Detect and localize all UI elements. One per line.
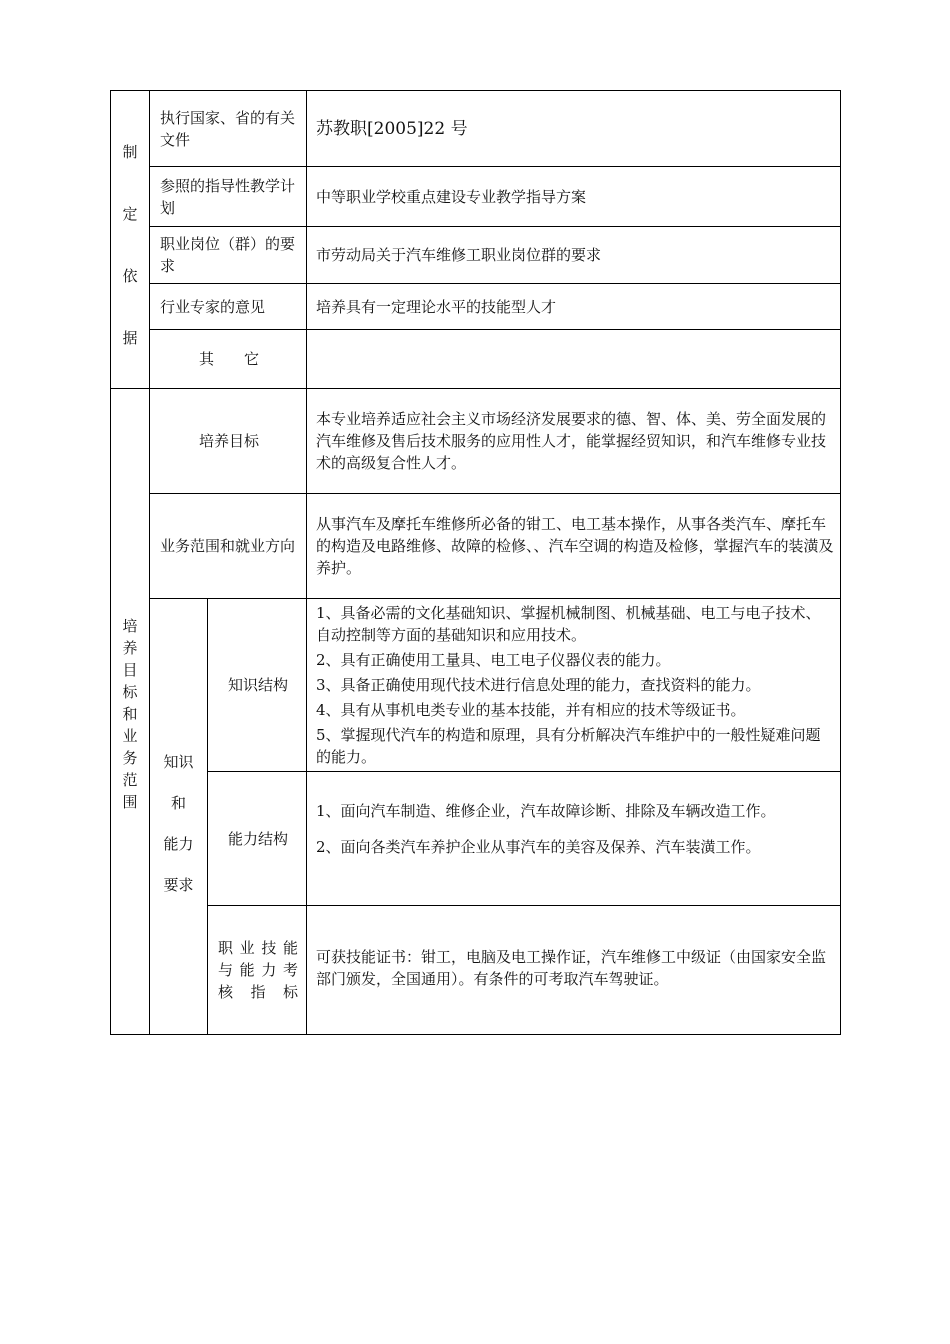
basis-side-label [111, 137, 149, 354]
basis-value-other [307, 330, 840, 388]
assessment-label-line: 与能力考 [218, 961, 298, 979]
requirements-label-line: 知识 [163, 753, 194, 771]
side-char: 目 [122, 661, 138, 679]
goals-value-scope: 从事汽车及摩托车维修所必备的钳工、电工基本操作，从事各类汽车、摩托车的构造及电路维修、故障的检修、、汽车空调的构造及检修，掌握汽车的装潢及养护。 [316, 515, 834, 577]
side-char: 据 [122, 329, 138, 347]
basis-label-job-requirements: 职业岗位（群）的要求 [160, 235, 296, 275]
side-char: 标 [122, 683, 138, 701]
basis-label-expert-opinion: 行业专家的意见 [160, 297, 266, 316]
side-char: 定 [122, 205, 138, 223]
ability-item: 2、面向各类汽车养护企业从事汽车的美容及保养、汽车装潢工作。 [316, 838, 761, 856]
knowledge-item: 5、掌握现代汽车的构造和原理，具有分析解决汽车维护中的一般性疑难问题的能力。 [316, 726, 821, 766]
basis-label-other: 其 它 [198, 350, 259, 368]
side-char: 范 [122, 771, 138, 789]
basis-value-documents: 苏教职[2005]22 号 [316, 118, 468, 139]
side-char: 业 [122, 727, 138, 745]
knowledge-item: 2、具有正确使用工量具、电工电子仪器仪表的能力。 [316, 651, 671, 669]
goals-side-label [111, 615, 149, 813]
side-char: 养 [122, 639, 138, 657]
ability-label: 能力结构 [227, 829, 288, 848]
requirements-label-line: 能力 [163, 835, 194, 853]
side-char: 务 [122, 749, 138, 767]
curriculum-table [110, 90, 841, 1035]
basis-value-expert-opinion: 培养具有一定理论水平的技能型人才 [316, 297, 557, 316]
knowledge-label: 知识结构 [227, 676, 288, 694]
basis-value-teaching-plan: 中等职业学校重点建设专业教学指导方案 [316, 187, 587, 206]
side-char: 依 [122, 267, 138, 285]
goals-label-scope: 业务范围和就业方向 [160, 537, 296, 555]
knowledge-item: 1、具备必需的文化基础知识、掌握机械制图、机械基础、电工与电子技术、自动控制等方面的基础知识和应用技术。 [316, 604, 821, 644]
requirements-label-line: 和 [170, 794, 186, 812]
assessment-value: 可获技能证书：钳工，电脑及电工操作证，汽车维修工中级证（由国家安全监部门颁发，全国通用）。有条件的可考取汽车驾驶证。 [316, 948, 827, 988]
knowledge-item: 3、具备正确使用现代技术进行信息处理的能力，查找资料的能力。 [316, 676, 761, 694]
basis-label-teaching-plan: 参照的指导性教学计划 [160, 176, 296, 217]
requirements-label [150, 742, 207, 906]
side-char: 制 [122, 143, 138, 161]
requirements-label-line: 要求 [163, 876, 194, 894]
side-char: 培 [122, 617, 138, 635]
basis-value-job-requirements: 市劳动局关于汽车维修工职业岗位群的要求 [316, 246, 602, 264]
basis-label-documents: 执行国家、省的有关文件 [160, 108, 296, 149]
assessment-label-line: 职业技能 [218, 939, 298, 957]
assessment-label [208, 906, 306, 1034]
assessment-label-line: 核 指 标 [218, 983, 298, 1001]
goals-value-target: 本专业培养适应社会主义市场经济发展要求的德、智、体、美、劳全面发展的汽车维修及售后技术服务的应用性人才，能掌握经贸知识，和汽车维修专业技术的高级复合性人才。 [316, 410, 827, 472]
knowledge-list [307, 599, 840, 771]
ability-item: 1、面向汽车制造、维修企业，汽车故障诊断、排除及车辆改造工作。 [316, 802, 776, 820]
goals-label-target: 培养目标 [198, 432, 259, 450]
ability-list [307, 772, 840, 905]
side-char: 围 [122, 793, 138, 811]
knowledge-item: 4、具有从事机电类专业的基本技能，并有相应的技术等级证书。 [316, 701, 746, 719]
side-char: 和 [122, 705, 138, 723]
